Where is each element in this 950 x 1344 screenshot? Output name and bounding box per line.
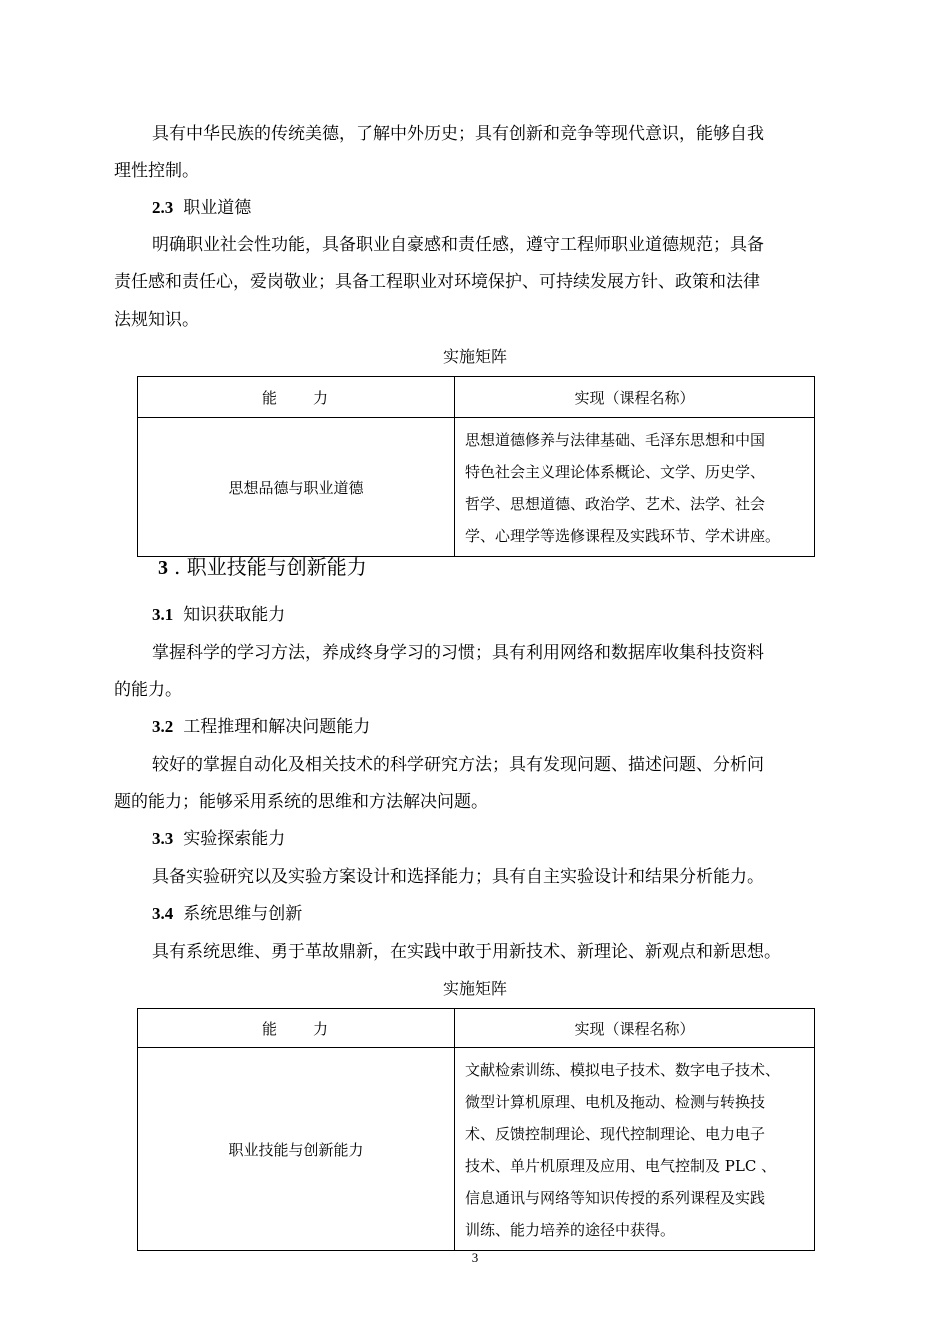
courses-line: 信息通讯与网络等知识传授的系列课程及实践: [465, 1189, 766, 1207]
paragraph-line: 具有中华民族的传统美德，了解中外历史；具有创新和竞争等现代意识，能够自我: [152, 124, 764, 144]
section-number: 2.3: [152, 198, 174, 217]
table-caption: 实施矩阵: [442, 347, 507, 366]
implementation-matrix-table: [137, 376, 815, 557]
section-heading-3-3: [152, 828, 882, 850]
header-courses: 实现（课程名称）: [455, 1009, 815, 1048]
paragraph-line: 法规知识。: [114, 310, 199, 330]
section-title: 职业道德: [183, 198, 252, 218]
section-heading-3-2: [152, 716, 882, 738]
paragraph-line: 理性控制。: [114, 161, 199, 181]
header-ability: 能 力: [138, 1009, 455, 1048]
table-row: [138, 1048, 815, 1251]
table-header-row: [138, 1009, 815, 1048]
courses-line: 训练、能力培养的途径中获得。: [465, 1221, 676, 1239]
section-number: 3.3: [152, 829, 174, 848]
courses-cell: [455, 418, 815, 557]
courses-line: 微型计算机原理、电机及拖动、检测与转换技: [465, 1093, 766, 1111]
implementation-matrix-table: [137, 1008, 815, 1251]
paragraph-line: 具备实验研究以及实验方案设计和选择能力；具有自主实验设计和结果分析能力。: [152, 867, 764, 887]
courses-cell: [455, 1048, 815, 1251]
table-caption: 实施矩阵: [442, 979, 507, 998]
paragraph-line: 明确职业社会性功能，具备职业自豪感和责任感，遵守工程师职业道德规范；具备: [152, 235, 764, 255]
courses-line: 哲学、思想道德、政治学、艺术、法学、社会: [465, 495, 766, 513]
section-title: 系统思维与创新: [183, 904, 303, 924]
paragraph-line: 掌握科学的学习方法，养成终身学习的习惯；具有利用网络和数据库收集科技资料: [152, 643, 764, 663]
paragraph-line: 具有系统思维、勇于革故鼎新，在实践中敢于用新技术、新理论、新观点和新思想。: [152, 942, 781, 962]
courses-line: 学、心理学等选修课程及实践环节、学术讲座。: [465, 527, 781, 545]
table-row: [138, 418, 815, 557]
header-ability: 能 力: [138, 377, 455, 418]
section-number: 3.4: [152, 904, 174, 923]
paragraph-line: 责任感和责任心，爱岗敬业；具备工程职业对环境保护、可持续发展方针、政策和法律: [114, 272, 760, 292]
courses-line: 思想道德修养与法律基础、毛泽东思想和中国: [465, 431, 766, 449]
section-number: 3.2: [152, 717, 174, 736]
ability-cell: 职业技能与创新能力: [138, 1048, 455, 1251]
section-number: 3.1: [152, 605, 174, 624]
section-title: 工程推理和解决问题能力: [183, 717, 371, 737]
page-number: 3: [471, 1250, 479, 1265]
section-heading-3-1: [152, 604, 882, 626]
table-header-row: [138, 377, 815, 418]
section-title: 知识获取能力: [183, 605, 286, 625]
courses-line: 术、反馈控制理论、现代控制理论、电力电子: [465, 1125, 766, 1143]
header-courses: 实现（课程名称）: [455, 377, 815, 418]
courses-line: 文献检索训练、模拟电子技术、数字电子技术、: [465, 1061, 781, 1079]
paragraph-line: 较好的掌握自动化及相关技术的科学研究方法；具有发现问题、描述问题、分析问: [152, 755, 764, 775]
section-heading-3-4: [152, 903, 882, 925]
section-title: 实验探索能力: [183, 829, 286, 849]
section-heading-3: 3 . 职业技能与创新能力: [158, 555, 367, 579]
courses-line: 技术、单片机原理及应用、电气控制及 PLC 、: [465, 1157, 777, 1175]
section-title: 职业技能与创新能力: [186, 555, 367, 579]
courses-line: 特色社会主义理论体系概论、文学、历史学、: [465, 463, 766, 481]
ability-cell: 思想品德与职业道德: [138, 418, 455, 557]
section-heading-2-3: [152, 197, 882, 219]
paragraph-line: 题的能力；能够采用系统的思维和方法解决问题。: [114, 792, 488, 812]
paragraph-line: 的能力。: [114, 680, 182, 700]
section-number: 3: [158, 557, 168, 579]
